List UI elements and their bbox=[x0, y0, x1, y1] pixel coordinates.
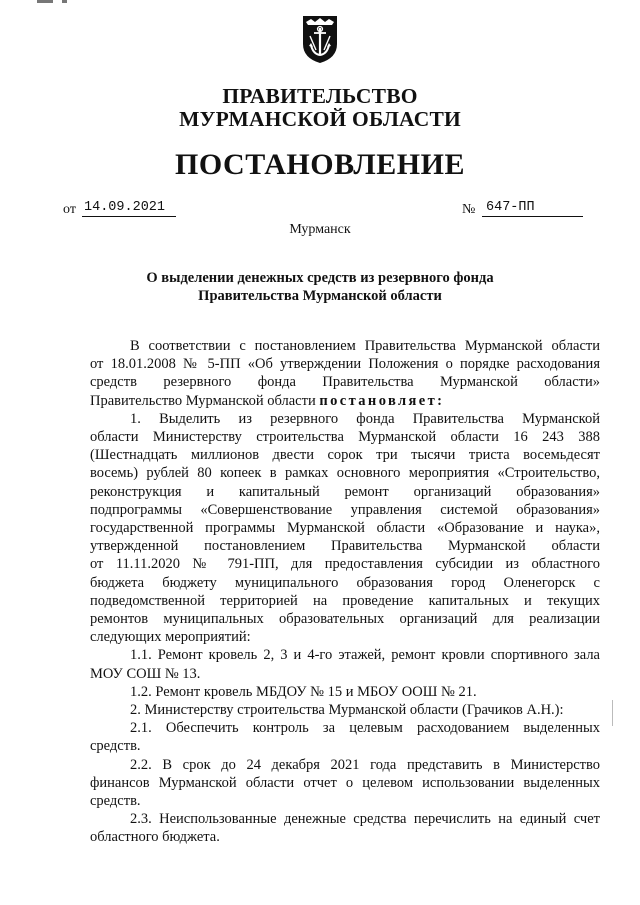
date-label: от bbox=[63, 202, 76, 217]
body-line: средств резервного фонда Правительства Мурманской области» bbox=[90, 374, 600, 391]
body-line: области Министерству строительства Мурманской области 16 243 388 bbox=[90, 429, 600, 446]
date-number-row bbox=[0, 200, 640, 222]
body-line: ремонтов муниципальных образовательных организаций для реализации bbox=[90, 611, 600, 628]
number-label: № bbox=[462, 202, 476, 217]
body-line: государственной программы Мурманской области «Образование и наука», bbox=[90, 520, 600, 537]
body-text: Правительство Мурманской области bbox=[90, 392, 316, 409]
body-line: 1. Выделить из резервного фонда Правительства Мурманской bbox=[130, 410, 600, 427]
subject-line1: О выделении денежных средств из резервного фонда bbox=[146, 270, 494, 286]
scan-artifact bbox=[612, 700, 613, 726]
body-line: подведомственной территорией на проведение капитальных и текущих bbox=[90, 592, 600, 609]
body-line: средств. bbox=[90, 793, 141, 810]
government-title-line1: ПРАВИТЕЛЬСТВО bbox=[222, 84, 418, 108]
body-line: от 11.11.2020 № 791-ПП, для предоставления субсидии из областного bbox=[90, 556, 600, 573]
body-line: 2.1. Обеспечить контроль за целевым расходованием выделенных bbox=[130, 720, 600, 737]
body-line: 1.2. Ремонт кровель МБДОУ № 15 и МБОУ ООШ № 21. bbox=[130, 683, 477, 700]
body-line bbox=[90, 392, 600, 410]
body-line: средств. bbox=[90, 738, 141, 755]
document-type-title: ПОСТАНОВЛЕНИЕ bbox=[175, 148, 465, 181]
body-line: от 18.01.2008 № 5-ПП «Об утверждении Положения о порядке расходования bbox=[90, 356, 600, 373]
resolution-word: постановляет: bbox=[319, 392, 445, 409]
date-value: 14.09.2021 bbox=[82, 200, 176, 217]
coat-of-arms-icon bbox=[301, 14, 339, 64]
body-line: 2.2. В срок до 24 декабря 2021 года представить в Министерство bbox=[130, 756, 600, 773]
body-line: (Шестнадцать миллионов двести сорок три тысячи триста восемьдесят bbox=[90, 447, 600, 464]
scan-artifact bbox=[37, 0, 53, 3]
body-line: бюджета бюджету муниципального образования город Оленегорск с bbox=[90, 574, 600, 591]
body-line: реконструкция и капитальный ремонт организаций образования» bbox=[90, 483, 600, 500]
document-body bbox=[90, 337, 600, 847]
body-line: областного бюджета. bbox=[90, 829, 220, 846]
body-line: МОУ СОШ № 13. bbox=[90, 665, 201, 682]
body-line: подпрограммы «Совершенствование управления системой образования» bbox=[90, 501, 600, 518]
body-line: следующих мероприятий: bbox=[90, 629, 251, 646]
number-value: 647-ПП bbox=[482, 200, 583, 217]
body-line: восемь) рублей 80 копеек в рамках основного мероприятия «Строительство, bbox=[90, 465, 600, 482]
body-line: 2. Министерству строительства Мурманской области (Грачиков А.Н.): bbox=[130, 702, 564, 719]
government-title-line2: МУРМАНСКОЙ ОБЛАСТИ bbox=[179, 107, 461, 131]
city-name: Мурманск bbox=[289, 222, 351, 237]
scan-artifact bbox=[62, 0, 67, 3]
body-line: утвержденной постановлением Правительства Мурманской области bbox=[90, 538, 600, 555]
body-line: 1.1. Ремонт кровель 2, 3 и 4-го этажей, ремонт кровли спортивного зала bbox=[130, 647, 600, 664]
body-line: В соответствии с постановлением Правительства Мурманской области bbox=[130, 338, 600, 354]
subject-line2: Правительства Мурманской области bbox=[198, 288, 442, 304]
body-line: 2.3. Неиспользованные денежные средства перечислить на единый счет bbox=[130, 811, 600, 828]
body-line: финансов Мурманской области отчет о целевом использовании выделенных bbox=[90, 774, 600, 791]
